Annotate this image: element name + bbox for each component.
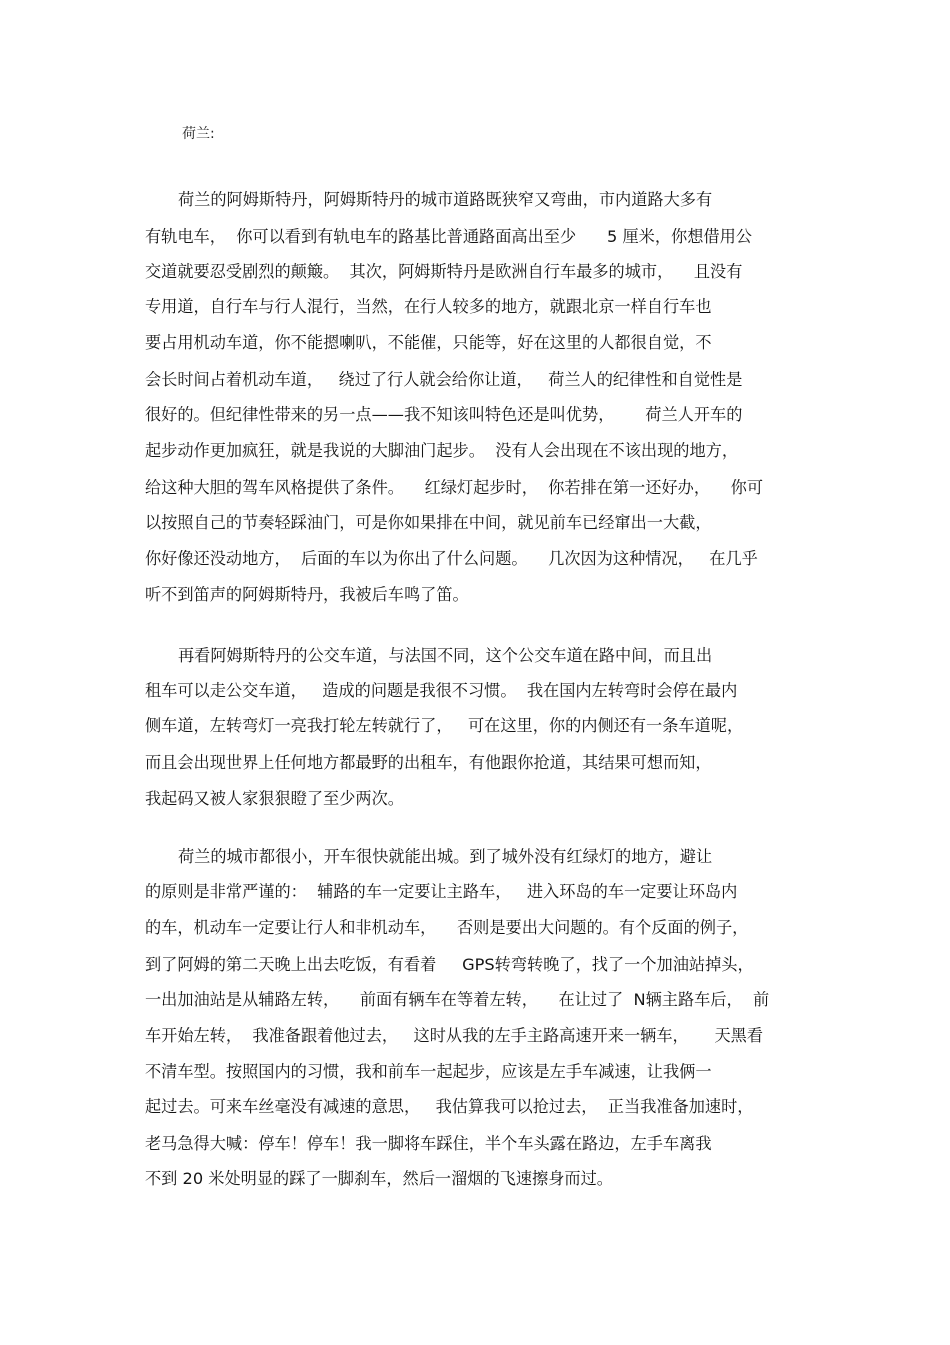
text-line: 不清车型。按照国内的习惯，我和前车一起起步，应该是左手车减速，让我俩一: [145, 1062, 712, 1081]
text-line: 给这种大胆的驾车风格提供了条件。 红绿灯起步时， 你若排在第一还好办， 你可: [145, 478, 764, 497]
text-line: 有轨电车， 你可以看到有轨电车的路基比普通路面高出至少 5 厘米，你想借用公: [145, 227, 752, 246]
text-line: 起步动作更加疯狂，就是我说的大脚油门起步。 没有人会出现在不该出现的地方，: [145, 441, 739, 460]
text-line: 车开始左转， 我准备跟着他过去， 这时从我的左手主路高速开来一辆车， 天黑看: [145, 1026, 764, 1045]
text-line: 一出加油站是从辅路左转， 前面有辆车在等着左转， 在让过了 N辆主路车后， 前: [145, 990, 770, 1009]
section-heading: 荷兰:: [182, 126, 215, 142]
text-line: 再看阿姆斯特丹的公交车道，与法国不同，这个公交车道在路中间，而且出: [178, 646, 713, 665]
text-line: 不到 20 米处明显的踩了一脚刹车，然后一溜烟的飞速擦身而过。: [145, 1169, 613, 1188]
text-line: 会长时间占着机动车道， 绕过了行人就会给你让道， 荷兰人的纪律性和自觉性是: [145, 370, 743, 389]
text-line: 听不到笛声的阿姆斯特丹，我被后车鸣了笛。: [145, 585, 469, 604]
text-line: 荷兰的阿姆斯特丹，阿姆斯特丹的城市道路既狭窄又弯曲，市内道路大多有: [178, 190, 713, 209]
text-line: 的车，机动车一定要让行人和非机动车， 否则是要出大问题的。有个反面的例子，: [145, 918, 749, 937]
text-line: 我起码又被人家狠狠瞪了至少两次。: [145, 789, 404, 808]
text-line: 专用道，自行车与行人混行，当然，在行人较多的地方，就跟北京一样自行车也: [145, 297, 712, 316]
text-line: 起过去。可来车丝毫没有减速的意思， 我估算我可以抢过去， 正当我准备加速时，: [145, 1097, 754, 1116]
text-line: 荷兰的城市都很小，开车很快就能出城。到了城外没有红绿灯的地方，避让: [178, 847, 713, 866]
text-line: 的原则是非常严谨的： 辅路的车一定要让主路车， 进入环岛的车一定要让环岛内: [145, 882, 738, 901]
text-line: 交道就要忍受剧烈的颠簸。 其次，阿姆斯特丹是欧洲自行车最多的城市， 且没有: [145, 262, 743, 281]
text-line: 到了阿姆的第二天晚上出去吃饭，有看着 GPS转弯转晚了，找了一个加油站掉头，: [145, 955, 754, 974]
text-line: 而且会出现世界上任何地方都最野的出租车，有他跟你抢道，其结果可想而知，: [145, 753, 712, 772]
text-line: 你好像还没动地方， 后面的车以为你出了什么问题。 几次因为这种情况， 在几乎: [145, 549, 758, 568]
text-line: 侧车道，左转弯灯一亮我打轮左转就行了， 可在这里，你的内侧还有一条车道呢，: [145, 716, 744, 735]
text-line: 要占用机动车道，你不能摁喇叭，不能催，只能等，好在这里的人都很自觉，不: [145, 333, 712, 352]
text-line: 租车可以走公交车道， 造成的问题是我很不习惯。 我在国内左转弯时会停在最内: [145, 681, 738, 700]
text-line: 以按照自己的节奏轻踩油门，可是你如果排在中间，就见前车已经窜出一大截，: [145, 513, 712, 532]
text-line: 老马急得大喊：停车！停车！我一脚将车踩住，半个车头露在路边，左手车离我: [145, 1134, 712, 1153]
text-line: 很好的。但纪律性带来的另一点——我不知该叫特色还是叫优势， 荷兰人开车的: [145, 405, 743, 424]
